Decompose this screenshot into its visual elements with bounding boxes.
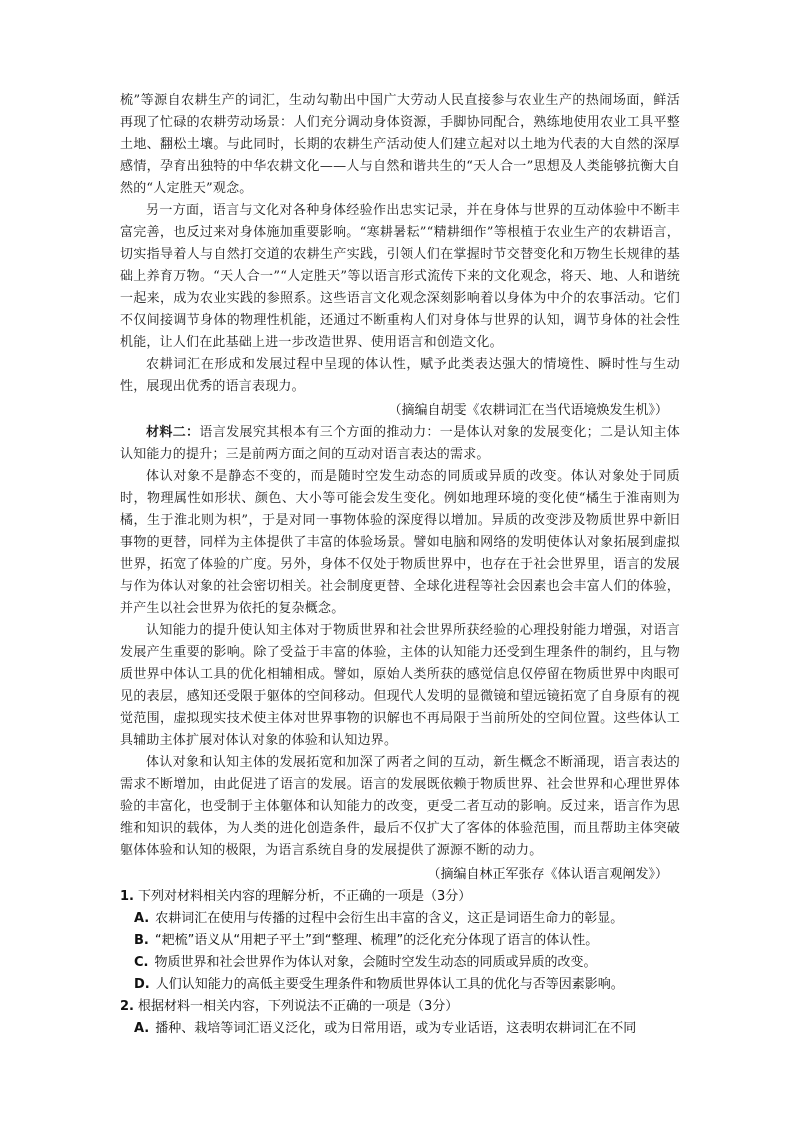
material1-paragraph-1: 梳”等源自农耕生产的词汇，生动勾勒出中国广大劳动人民直接参与农业生产的热闹场面，鲜活再现了忙碌的农耕劳动场景：人们充分调动身体资源，手脚协同配合，熟练地使用农业工具平整土地、翻松土壤。与此同时，长期的农耕生产活动使人们建立起对以土地为代表的大自然的深厚感情，孕育出独特的中华农耕文化——人与自然和谐共生的“天人合一”思想及人类能够抗衡大自然的“人定胜天”观念。	[120, 93, 680, 196]
option-letter: A.	[134, 1021, 150, 1036]
question-1-option-a	[134, 908, 680, 930]
document-content	[120, 90, 680, 1040]
question-2-number: 2.	[120, 999, 134, 1014]
option-letter: B.	[134, 933, 149, 948]
question-2	[120, 996, 680, 1040]
question-2-stem-text: 根据材料一相关内容，下列说法不正确的一项是（3分）	[137, 999, 459, 1014]
question-2-stem	[120, 996, 680, 1018]
material1-paragraph-3: 农耕词汇在形成和发展过程中呈现的体认性，赋予此类表达强大的情境性、瞬时性与生动性，展现出优秀的语言表现力。	[120, 357, 680, 394]
material2-paragraph-2: 体认对象不是静态不变的，而是随时空发生动态的同质或异质的改变。体认对象处于同质时，物理属性如形状、颜色、大小等可能会发生变化。例如地理环境的变化使“橘生于淮南则为橘，生于淮北则为枳”，于是对同一事物体验的深度得以增加。异质的改变涉及物质世界中新旧事物的更替，同样为主体提供了丰富的体验场景。譬如电脑和网络的发明使体认对象拓展到虚拟世界，拓宽了体验的广度。另外，身体不仅处于物质世界中，也存在于社会世界里，语言的发展与作为体认对象的社会密切相关。社会制度更替、全球化进程等社会因素也会丰富人们的体验，并产生以社会世界为依托的复杂概念。	[120, 469, 680, 616]
material1-source: （摘编自胡雯《农耕词汇在当代语境焕发生机》）	[388, 403, 668, 418]
option-letter: A.	[134, 911, 150, 926]
question-2-option-a	[134, 1018, 680, 1040]
material2-paragraph-1	[120, 422, 680, 466]
option-text: 人们认知能力的高低主要受生理条件和物质世界体认工具的优化与否等因素影响。	[155, 977, 624, 992]
option-text: 农耕词汇在使用与传播的过程中会衍生出丰富的含义，这正是词语生命力的彰显。	[155, 911, 624, 926]
material2-paragraph-1-text: 语言发展究其根本有三个方面的推动力：一是体认对象的发展变化；二是认知主体认知能力的提升；三是前两方面之间的互动对语言表达的需求。	[120, 425, 680, 462]
material2-source: （摘编自林正军张存《体认语言观阐发》）	[427, 867, 668, 882]
option-letter: C.	[134, 955, 149, 970]
material2-paragraph-3: 认知能力的提升使认知主体对于物质世界和社会世界所获经验的心理投射能力增强，对语言发展产生重要的影响。除了受益于丰富的体验，主体的认知能力还受到生理条件的制约，且与物质世界中体认工具的优化相辅相成。譬如，原始人类所获的感觉信息仅停留在物质世界中肉眼可见的表层，感知还受限于躯体的空间移动。但现代人发明的显微镜和望远镜拓宽了自身原有的视觉范围，虚拟现实技术使主体对世界事物的识解也不再局限于当前所处的空间位置。这些体认工具辅助主体扩展对体认对象的体验和认知边界。	[120, 623, 680, 748]
material2-paragraph-4: 体认对象和认知主体的发展拓宽和加深了两者之间的互动，新生概念不断涌现，语言表达的需求不断增加，由此促进了语言的发展。语言的发展既依赖于物质世界、社会世界和心理世界体验的丰富化，也受制于主体躯体和认知能力的改变，更受二者互动的影响。反过来，语言作为思维和知识的载体，为人类的进化创造条件，最后不仅扩大了客体的体验范围，而且帮助主体突破躯体体验和认知的极限，为语言系统自身的发展提供了源源不断的动力。	[120, 755, 680, 858]
question-1-stem	[120, 886, 680, 908]
question-1-stem-text: 下列对材料相关内容的理解分析，不正确的一项是（3分）	[137, 889, 472, 904]
question-1-number: 1.	[120, 889, 134, 904]
question-1-option-b	[134, 930, 680, 952]
question-1-option-c	[134, 952, 680, 974]
question-1	[120, 886, 680, 996]
option-text: “耙梳”语义从“用耙子平土”到“整理、梳理”的泛化充分体现了语言的体认性。	[154, 933, 599, 948]
question-1-option-d	[134, 974, 680, 996]
option-letter: D.	[134, 977, 150, 992]
material1-paragraph-2: 另一方面，语言与文化对各种身体经验作出忠实记录，并在身体与世界的互动体验中不断丰富完善，也反过来对身体施加重要影响。“寒耕暑耘”“精耕细作”等根植于农业生产的农耕语言，切实指导着人与自然打交道的农耕生产实践，引领人们在掌握时节交替变化和万物生长规律的基础上养育万物。“天人合一”“人定胜天”等以语言形式流传下来的文化观念，将天、地、人和谐统一起来，成为农业实践的参照系。这些语言文化观念深刻影响着以身体为中介的农事活动。它们不仅间接调节身体的物理性机能，还通过不断重构人们对身体与世界的认知，调节身体的社会性机能，让人们在此基础上进一步改造世界、使用语言和创造文化。	[120, 203, 680, 350]
material2-label: 材料二：	[146, 425, 200, 440]
option-text: 播种、栽培等词汇语义泛化，或为日常用语，或为专业话语，这表明农耕词汇在不同	[155, 1021, 637, 1036]
option-text: 物质世界和社会世界作为体认对象，会随时空发生动态的同质或异质的改变。	[154, 955, 597, 970]
